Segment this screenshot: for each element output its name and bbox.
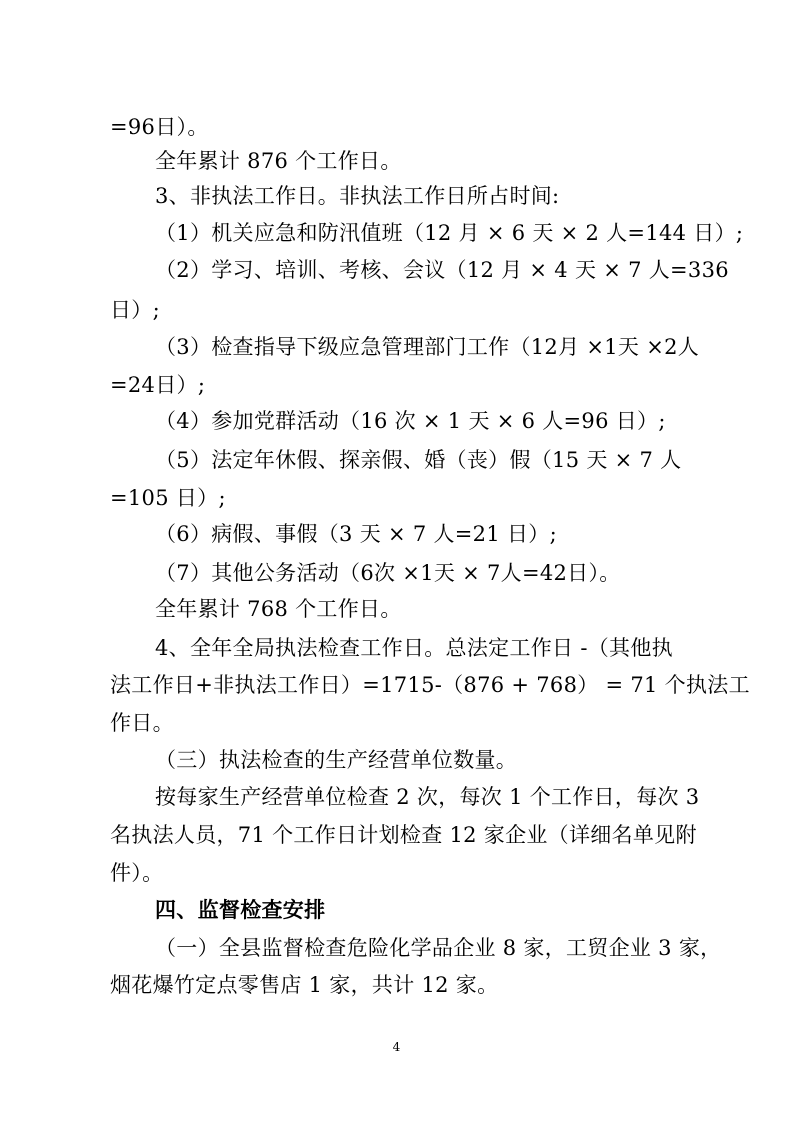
text-line-6: 日）; — [110, 298, 160, 322]
text-line-9: （4）参加党群活动（16 次 × 1 天 × 6 人=96 日）; — [155, 409, 666, 433]
text-line-15: 4、全年全局执法检查工作日。总法定工作日 -（其他执 — [155, 636, 673, 660]
text-line-20: 名执法人员，71 个工作日计划检查 12 家企业（详细名单见附 — [110, 823, 697, 847]
text-line-17: 作日。 — [110, 711, 174, 735]
text-line-21: 件）。 — [110, 861, 164, 885]
text-line-4: （1）机关应急和防汛值班（12 月 × 6 天 × 2 人=144 日）; — [155, 221, 744, 245]
text-line-18: （三）执法检查的生产经营单位数量。 — [155, 748, 518, 772]
text-line-11: =105 日）; — [110, 486, 226, 510]
text-line-23: （一）全县监督检查危险化学品企业 8 家，工贸企业 3 家， — [155, 936, 722, 960]
text-line-5: （2）学习、培训、考核、会议（12 月 × 4 天 × 7 人=336 — [155, 258, 729, 282]
text-line-10: （5）法定年休假、探亲假、婚（丧）假（15 天 × 7 人 — [155, 448, 682, 472]
page-number: 4 — [392, 1040, 401, 1054]
text-line-16: 法工作日+非执法工作日）=1715-（876 + 768） = 71 个执法工 — [110, 673, 750, 697]
text-line-24: 烟花爆竹定点零售店 1 家，共计 12 家。 — [110, 973, 499, 997]
text-line-12: （6）病假、事假（3 天 × 7 人=21 日）; — [155, 522, 557, 546]
text-line-2: 全年累计 876 个工作日。 — [155, 149, 402, 173]
text-line-19: 按每家生产经营单位检查 2 次，每次 1 个工作日，每次 3 — [155, 785, 700, 809]
text-line-8: =24日）; — [110, 373, 206, 397]
text-line-7: （3）检查指导下级应急管理部门工作（12月 ×1天 ×2人 — [155, 335, 700, 359]
text-line-3: 3、非执法工作日。非执法工作日所占时间: — [155, 184, 560, 208]
text-line-13: （7）其他公务活动（6次 ×1天 × 7人=42日）。 — [155, 561, 621, 585]
section-heading: 四、监督检查安排 — [155, 898, 326, 922]
text-line-1: =96日）。 — [110, 115, 209, 139]
text-line-14: 全年累计 768 个工作日。 — [155, 597, 402, 621]
